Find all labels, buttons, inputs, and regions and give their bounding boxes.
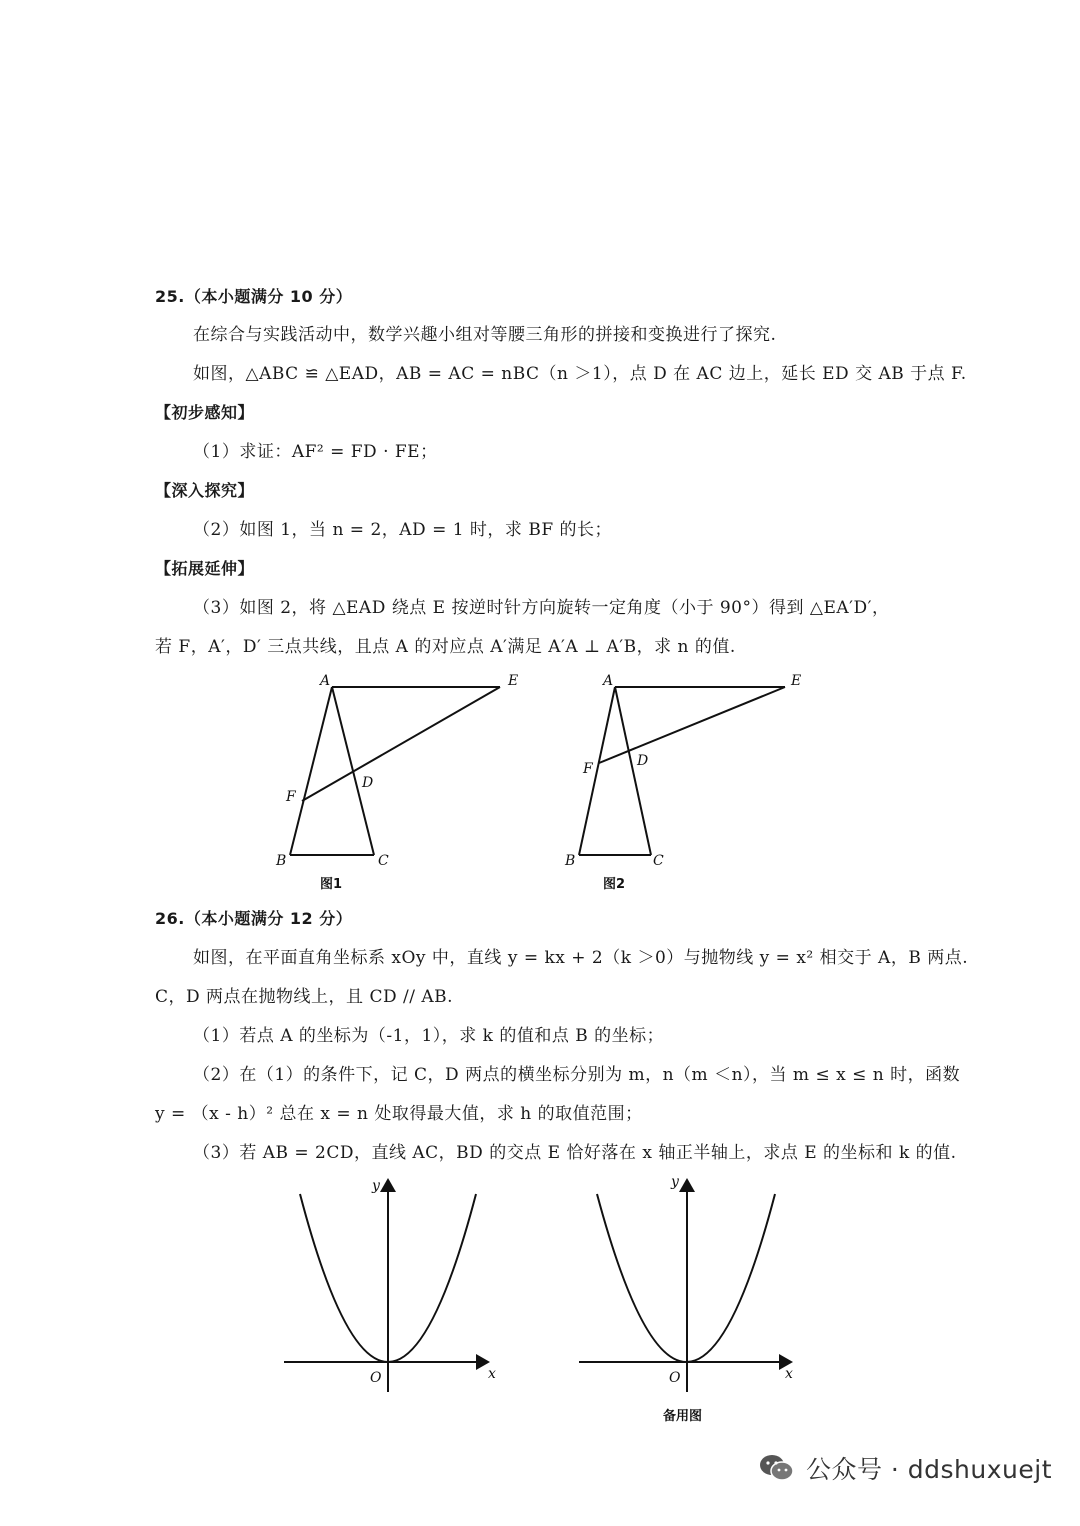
watermark [758, 1448, 1052, 1488]
figure-2 [555, 665, 835, 895]
wechat-icon [758, 1452, 796, 1484]
graph2-label-origin: O [669, 1370, 681, 1386]
graph2-label-y: y [671, 1174, 679, 1190]
fig2-label-c: C [653, 853, 664, 869]
fig1-label-a: A [320, 673, 331, 689]
q25-intro: 在综合与实践活动中，数学兴趣小组对等腰三角形的拼接和变换进行了探究. [193, 325, 777, 345]
fig1-label-c: C [378, 853, 389, 869]
graph2-caption: 备用图 [663, 1409, 703, 1424]
q25-part3-line2: 若 F，A′，D′ 三点共线，且点 A 的对应点 A′满足 A′A ⊥ A′B，求 n 的值. [155, 637, 736, 657]
fig2-segment-ac [615, 687, 651, 855]
fig1-caption: 图1 [320, 877, 343, 892]
q26-part3: （3）若 AB = 2CD，直线 AC，BD 的交点 E 恰好落在 x 轴正半轴上，求点 E 的坐标和 k 的值. [193, 1143, 957, 1163]
figure-1 [260, 665, 540, 895]
graph1-label-x: x [488, 1366, 496, 1382]
q25-heading: 25.（本小题满分 10 分） [155, 287, 353, 306]
q25-section-extend: 【拓展延伸】 [155, 559, 255, 578]
fig2-segment-ef [599, 687, 785, 763]
q26-given-line2: C，D 两点在抛物线上，且 CD // AB. [155, 987, 454, 1007]
q25-part1: （1）求证：AF² = FD · FE； [193, 442, 438, 462]
q25-part2: （2）如图 1，当 n = 2，AD = 1 时，求 BF 的长； [193, 520, 613, 540]
parabola-graph-2 [575, 1170, 805, 1430]
parabola-graph-1 [280, 1170, 510, 1410]
q25-section-initial: 【初步感知】 [155, 403, 255, 422]
fig1-label-e: E [508, 673, 519, 689]
q26-part2-line2: y = （x - h）² 总在 x = n 处取得最大值，求 h 的取值范围； [155, 1104, 643, 1124]
watermark-text: 公众号 · ddshuxuejt [805, 1455, 1052, 1484]
q26-part1: （1）若点 A 的坐标为（-1，1），求 k 的值和点 B 的坐标； [193, 1026, 665, 1046]
q25-given: 如图，△ABC ≌ △EAD，AB = AC = nBC（n ＞1），点 D 在 AC 边上，延长 ED 交 AB 于点 F. [193, 364, 967, 384]
fig2-label-d: D [637, 753, 649, 769]
fig1-label-b: B [276, 853, 287, 869]
graph1-label-origin: O [370, 1370, 382, 1386]
q26-part2-line1: （2）在（1）的条件下，记 C，D 两点的横坐标分别为 m，n（m ＜n），当 m ≤ x ≤ n 时，函数 [193, 1065, 961, 1085]
fig2-label-a: A [603, 673, 614, 689]
fig1-label-d: D [362, 775, 374, 791]
fig2-label-e: E [791, 673, 802, 689]
q26-heading: 26.（本小题满分 12 分） [155, 909, 353, 928]
fig2-caption: 图2 [603, 877, 626, 892]
fig2-label-f: F [583, 761, 593, 777]
fig1-segment-ab [290, 687, 332, 855]
fig2-label-b: B [565, 853, 576, 869]
q25-part3-line1: （3）如图 2，将 △EAD 绕点 E 按逆时针方向旋转一定角度（小于 90°）得到 △EA′D′， [193, 598, 890, 618]
q25-section-deep: 【深入探究】 [155, 481, 255, 500]
graph2-label-x: x [785, 1366, 793, 1382]
fig1-segment-ef [302, 687, 500, 801]
q26-given-line1: 如图，在平面直角坐标系 xOy 中，直线 y = kx + 2（k ＞0）与抛物线 y = x² 相交于 A，B 两点. [193, 948, 969, 968]
graph1-label-y: y [372, 1178, 380, 1194]
fig1-label-f: F [286, 789, 296, 805]
